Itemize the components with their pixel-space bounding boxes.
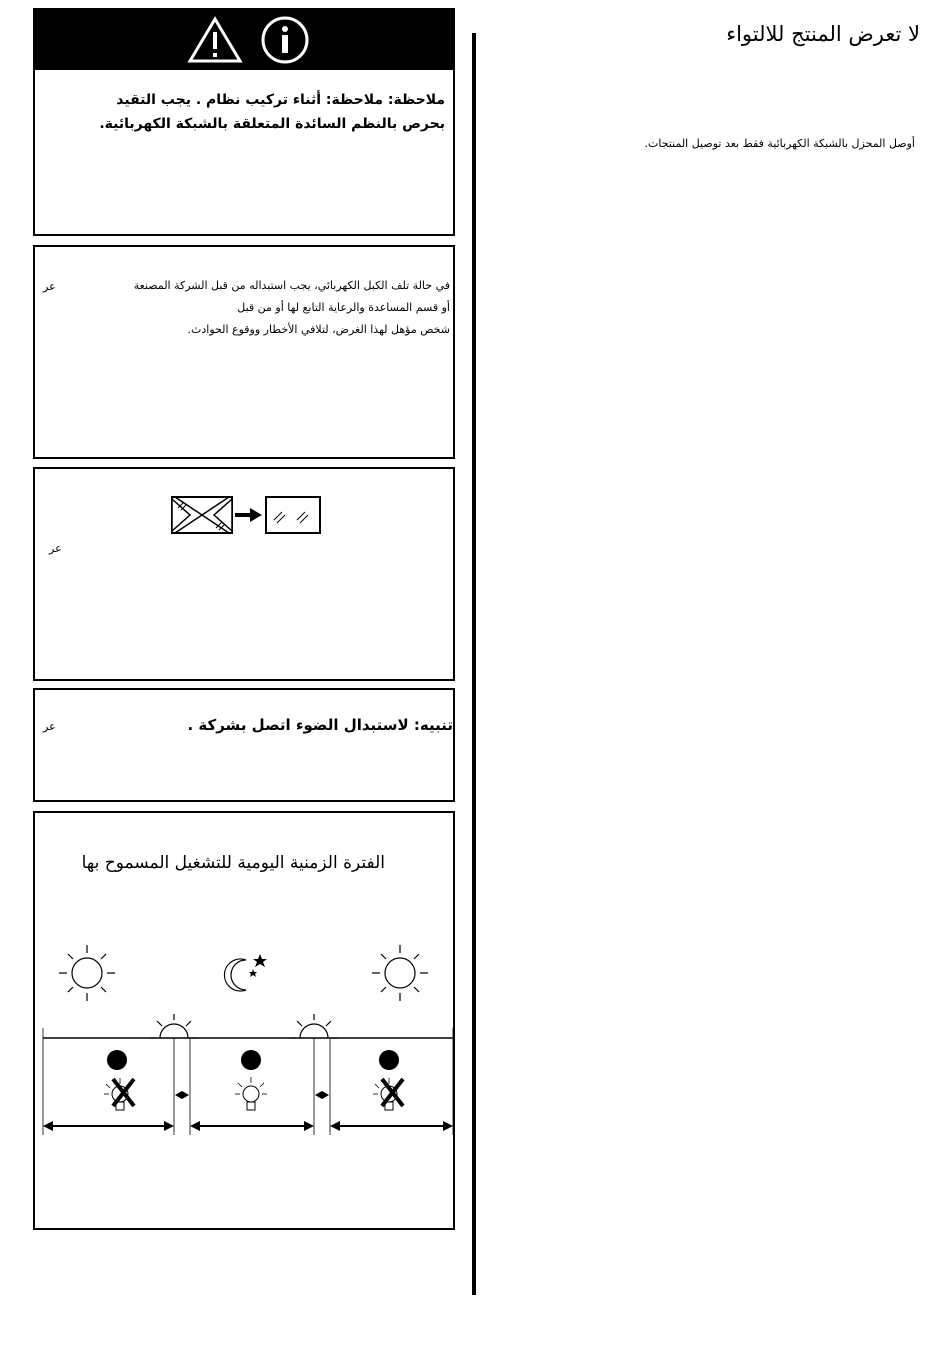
cable-text (95, 275, 450, 341)
caution-box (33, 688, 455, 802)
right-paragraph: أوصل المحزل بالشبكة الكهربائية فقط بعد توصيل المنتجات. (644, 137, 915, 150)
bulb-off-icon (104, 1078, 134, 1110)
info-icon (263, 18, 307, 62)
note-line-1: ملاحظة: ملاحظة: أثناء تركيب نظام . يجب التقيد (116, 92, 445, 108)
sunrise-icon (150, 1014, 198, 1038)
glass-pane-icon (266, 497, 320, 533)
operating-period-diagram (35, 813, 455, 1228)
right-heading: لا تعرض المنتج للالتواء (726, 22, 920, 46)
warning-info-icons (185, 16, 345, 64)
bulb-off-icon (373, 1078, 403, 1110)
cable-warning-box (33, 245, 455, 459)
glass-replace-box (33, 467, 455, 681)
lang-tag: عر (43, 720, 56, 733)
lang-tag: عر (49, 542, 62, 555)
moon-stars-icon (224, 954, 267, 991)
caution-text: تنبيه: لاستبدال الضوء اتصل بشركة . (187, 716, 453, 734)
operating-period-box (33, 811, 455, 1230)
glass-replace-diagram (170, 494, 322, 538)
cable-line-2: أو قسم المساعدة والرعاية التابع لها أو من قبل (237, 301, 450, 314)
sun-icon (59, 945, 115, 1001)
note-text (40, 88, 445, 136)
cable-line-1: في حالة تلف الكبل الكهربائي، يجب استبداله من قبل الشركة المصنعة (133, 279, 450, 292)
warning-triangle-icon (190, 19, 240, 61)
warning-header (35, 10, 453, 70)
broken-glass-icon (172, 497, 232, 533)
lang-tag: عر (43, 280, 56, 293)
sunrise-icon (290, 1014, 338, 1038)
arrow-right-icon (235, 508, 262, 522)
sun-icon (372, 945, 428, 1001)
cable-line-3: شخص مؤهل لهذا الغرض، لتلافي الأخطار ووقوع الحوادث. (187, 323, 450, 336)
note-line-2: بحرص بالنظم السائدة المتعلقة بالشبكة الكهربائية. (99, 116, 445, 132)
warning-note-box (33, 8, 455, 236)
column-divider (472, 33, 476, 1295)
diagram-title: الفترة الزمنية اليومية للتشغيل المسموح بها (81, 853, 385, 873)
bulb-icon (235, 1077, 267, 1110)
